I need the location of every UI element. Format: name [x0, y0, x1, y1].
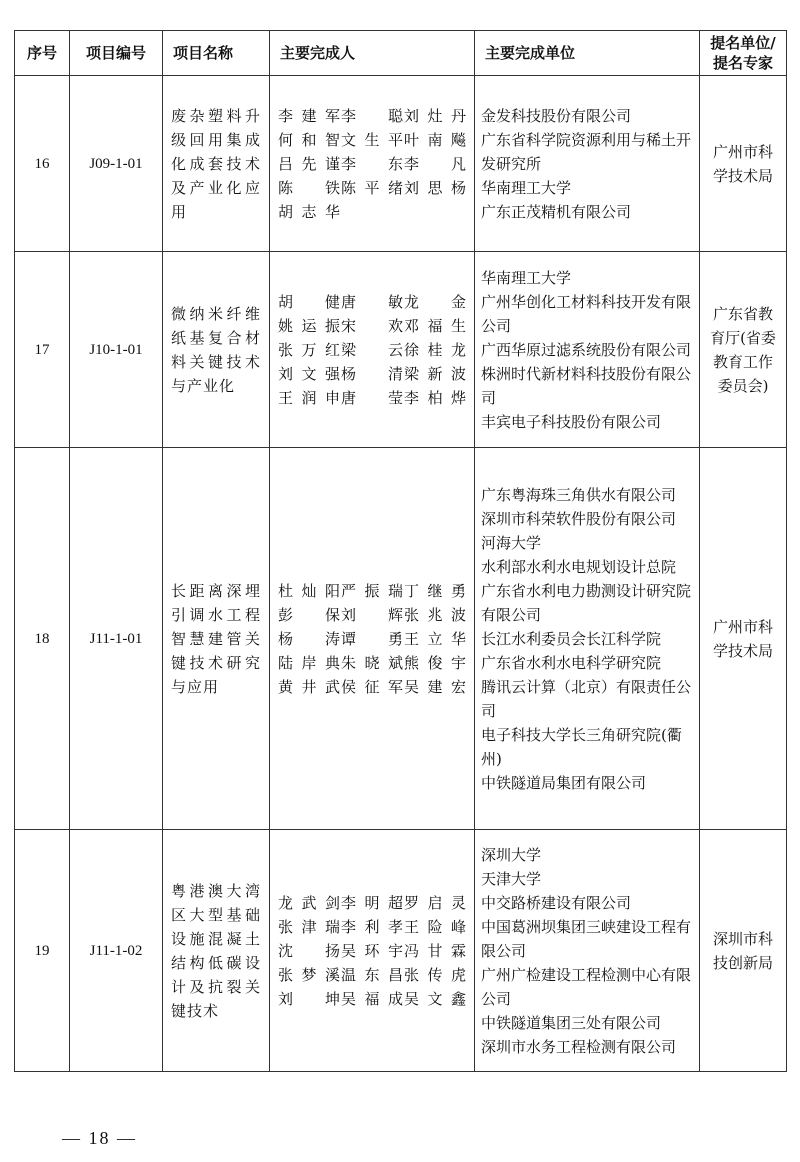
people-line: [278, 152, 466, 176]
people-line: [278, 579, 466, 603]
header-seq: 序号: [15, 31, 70, 76]
unit-name: 华南理工大学: [481, 178, 572, 197]
unit-name: 丰宾电子科技股份有限公司: [481, 412, 662, 431]
row-units: [475, 76, 700, 252]
people-line: [278, 128, 466, 152]
people-line: [278, 891, 466, 915]
person-name: [404, 200, 466, 224]
person-name: 吕先谨: [278, 154, 340, 173]
row-people: [270, 448, 475, 830]
person-name: 李柏烨: [404, 388, 466, 407]
person-name: 李明超: [341, 893, 403, 912]
row-code: J10-1-01: [70, 252, 163, 448]
people-line: [278, 290, 466, 314]
row-seq: 16: [15, 76, 70, 252]
unit-name: 广东省水利电力勘测设计研究院有限公司: [481, 581, 692, 624]
unit-name: 广东粤海珠三角供水有限公司: [481, 485, 677, 504]
unit-name: 电子科技大学长三角研究院(衢州): [481, 725, 682, 768]
person-name: 姚运振: [278, 316, 340, 335]
person-name: 杜灿阳: [278, 581, 340, 600]
unit-name: 广东正茂精机有限公司: [481, 202, 632, 221]
header-code: 项目编号: [70, 31, 163, 76]
table-header-row: [15, 31, 787, 76]
row-project-name: 微纳米纤维纸基复合材料关键技术与产业化: [163, 252, 270, 448]
person-name: 丁继勇: [404, 581, 466, 600]
person-name: 徐桂龙: [404, 340, 466, 359]
person-name: 唐 莹: [341, 388, 403, 407]
unit-name: 中国葛洲坝集团三峡建设工程有限公司: [481, 917, 692, 960]
people-line: [278, 176, 466, 200]
person-name: 冯甘霖: [404, 941, 466, 960]
table-row: [15, 252, 787, 448]
row-project-name: 废杂塑料升级回用集成化成套技术及产业化应用: [163, 76, 270, 252]
unit-name: 长江水利委员会长江科学院: [481, 629, 662, 648]
table-row: [15, 830, 787, 1072]
person-name: 刘灶丹: [404, 106, 466, 125]
people-line: [278, 987, 466, 1011]
row-seq: 18: [15, 448, 70, 830]
person-name: 叶南飚: [404, 130, 466, 149]
person-name: 李 凡: [404, 154, 466, 173]
row-units: [475, 448, 700, 830]
people-line: [278, 675, 466, 699]
people-line: [278, 104, 466, 128]
row-seq: 17: [15, 252, 70, 448]
person-name: 刘思杨: [404, 178, 466, 197]
person-name: 陆岸典: [278, 653, 340, 672]
row-nominator: 深圳市科技创新局: [700, 830, 787, 1072]
person-name: 熊俊宇: [404, 653, 466, 672]
person-name: 杨 涛: [278, 629, 340, 648]
person-name: 吴文鑫: [404, 989, 466, 1008]
person-name: 温东昌: [341, 965, 403, 984]
person-name: 宋 欢: [341, 316, 403, 335]
person-name: 胡志华: [278, 202, 340, 221]
people-line: [278, 362, 466, 386]
unit-name: 深圳市水务工程检测有限公司: [481, 1037, 677, 1056]
row-nominator: 广东省教育厅(省委教育工作委员会): [700, 252, 787, 448]
unit-name: 深圳大学: [481, 845, 542, 864]
person-name: 龙 金: [404, 292, 466, 311]
person-name: 陈 铁: [278, 178, 340, 197]
header-nominator-line2: 提名专家: [712, 54, 773, 72]
unit-name: 深圳市科荣软件股份有限公司: [481, 509, 677, 528]
person-name: 龙武剑: [278, 893, 340, 912]
row-people: [270, 76, 475, 252]
person-name: 唐 敏: [341, 292, 403, 311]
person-name: 张兆波: [404, 605, 466, 624]
unit-name: 金发科技股份有限公司: [481, 106, 632, 125]
person-name: 王险峰: [404, 917, 466, 936]
row-code: J09-1-01: [70, 76, 163, 252]
awards-table: [14, 30, 787, 1072]
person-name: 彭 保: [278, 605, 340, 624]
row-units: [475, 252, 700, 448]
people-line: [278, 915, 466, 939]
unit-name: 广东省水利水电科学研究院: [481, 653, 662, 672]
person-name: 李利孝: [341, 917, 403, 936]
person-name: 张万红: [278, 340, 340, 359]
person-name: 吴福成: [341, 989, 403, 1008]
row-people: [270, 252, 475, 448]
person-name: 张梦溪: [278, 965, 340, 984]
unit-name: 河海大学: [481, 533, 542, 552]
header-people: 主要完成人: [270, 31, 475, 76]
page-number: — 18 —: [62, 1128, 137, 1148]
person-name: 张津瑞: [278, 917, 340, 936]
row-project-name: 粤港澳大湾区大型基础设施混凝土结构低碳设计及抗裂关键技术: [163, 830, 270, 1072]
person-name: 严振瑞: [341, 581, 403, 600]
header-name: 项目名称: [163, 31, 270, 76]
person-name: [341, 200, 403, 224]
row-people: [270, 830, 475, 1072]
row-seq: 19: [15, 830, 70, 1072]
person-name: 梁新波: [404, 364, 466, 383]
unit-name: 中交路桥建设有限公司: [481, 893, 632, 912]
unit-name: 腾讯云计算（北京）有限责任公司: [481, 677, 692, 720]
unit-name: 水利部水利水电规划设计总院: [481, 557, 677, 576]
person-name: 胡 健: [278, 292, 340, 311]
unit-name: 广西华原过滤系统股份有限公司: [481, 340, 692, 359]
person-name: 沈 扬: [278, 941, 340, 960]
person-name: 何和智: [278, 130, 340, 149]
row-units: [475, 830, 700, 1072]
person-name: 朱晓斌: [341, 653, 403, 672]
table-row: [15, 76, 787, 252]
person-name: 吴建宏: [404, 677, 466, 696]
person-name: 张传虎: [404, 965, 466, 984]
unit-name: 中铁隧道局集团有限公司: [481, 773, 647, 792]
people-line: [278, 627, 466, 651]
unit-name: 天津大学: [481, 869, 542, 888]
person-name: 杨 清: [341, 364, 403, 383]
person-name: 文生平: [341, 130, 403, 149]
unit-name: 中铁隧道集团三处有限公司: [481, 1013, 662, 1032]
people-line: [278, 200, 466, 224]
person-name: 李建军: [278, 106, 340, 125]
person-name: 侯征军: [341, 677, 403, 696]
unit-name: 华南理工大学: [481, 268, 572, 287]
unit-name: 株洲时代新材料科技股份有限公司: [481, 364, 692, 407]
person-name: 王立华: [404, 629, 466, 648]
person-name: 黄井武: [278, 677, 340, 696]
person-name: 刘 坤: [278, 989, 340, 1008]
person-name: 王润申: [278, 388, 340, 407]
row-nominator: 广州市科学技术局: [700, 76, 787, 252]
person-name: 李 东: [341, 154, 403, 173]
people-line: [278, 939, 466, 963]
person-name: 陈平绪: [341, 178, 403, 197]
people-line: [278, 651, 466, 675]
header-nominator: [700, 31, 787, 76]
people-line: [278, 314, 466, 338]
people-line: [278, 603, 466, 627]
person-name: 邓福生: [404, 316, 466, 335]
person-name: 李 聪: [341, 106, 403, 125]
person-name: 梁 云: [341, 340, 403, 359]
people-line: [278, 338, 466, 362]
row-nominator: 广州市科学技术局: [700, 448, 787, 830]
person-name: 罗启灵: [404, 893, 466, 912]
unit-name: 广东省科学院资源利用与稀土开发研究所: [481, 130, 692, 173]
person-name: 吴环宇: [341, 941, 403, 960]
row-project-name: 长距离深埋引调水工程智慧建管关键技术研究与应用: [163, 448, 270, 830]
people-line: [278, 963, 466, 987]
unit-name: 广州广检建设工程检测中心有限公司: [481, 965, 692, 1008]
unit-name: 广州华创化工材料科技开发有限公司: [481, 292, 692, 335]
person-name: 谭 勇: [341, 629, 403, 648]
table-row: [15, 448, 787, 830]
row-code: J11-1-02: [70, 830, 163, 1072]
header-nominator-line1: 提名单位/: [710, 34, 776, 52]
people-line: [278, 386, 466, 410]
person-name: 刘 辉: [341, 605, 403, 624]
person-name: 刘文强: [278, 364, 340, 383]
row-code: J11-1-01: [70, 448, 163, 830]
header-units: 主要完成单位: [475, 31, 700, 76]
